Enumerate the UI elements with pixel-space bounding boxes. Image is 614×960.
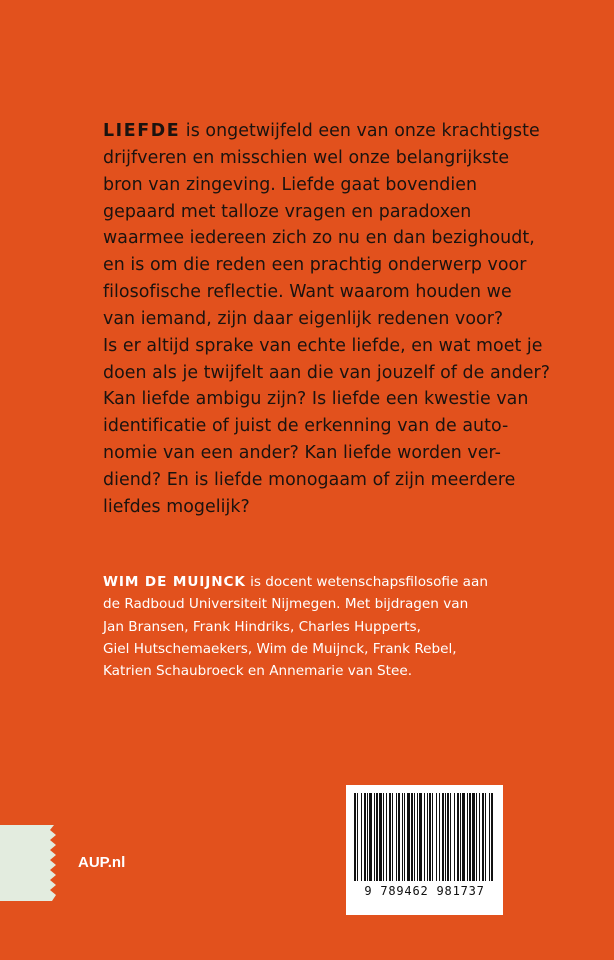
barcode-bar bbox=[454, 793, 455, 881]
barcode-bar bbox=[417, 793, 418, 881]
blurb-line: identificatie of juist de erkenning van de auto- bbox=[103, 416, 509, 437]
blurb-line: Kan liefde ambigu zijn? Is liefde een kwestie van bbox=[103, 389, 529, 410]
barcode-bar bbox=[485, 793, 486, 881]
barcode-bar bbox=[482, 793, 484, 881]
barcode-bar bbox=[445, 793, 446, 881]
barcode-bar bbox=[398, 793, 400, 881]
author-name: WIM DE MUIJNCK bbox=[103, 574, 246, 590]
barcode-bar bbox=[457, 793, 459, 881]
publisher-tab bbox=[0, 825, 66, 901]
isbn-number: 9 789462 981737 bbox=[364, 884, 485, 898]
barcode-bar bbox=[460, 793, 461, 881]
barcode-bar bbox=[376, 793, 378, 881]
barcode-bars bbox=[354, 793, 495, 881]
barcode-bar bbox=[354, 793, 356, 881]
barcode-bar bbox=[364, 793, 366, 881]
blurb-line: filosofische reflectie. Want waarom houden we bbox=[103, 282, 512, 303]
barcode-bar bbox=[442, 793, 444, 881]
barcode-bar bbox=[429, 793, 431, 881]
barcode-bar bbox=[450, 793, 451, 881]
barcode-bar bbox=[411, 793, 413, 881]
barcode-bar bbox=[447, 793, 449, 881]
blurb-line: nomie van een ander? Kan liefde worden ver- bbox=[103, 443, 501, 464]
blurb-line: waarmee iedereen zich zo nu en dan bezighoudt, bbox=[103, 228, 535, 249]
barcode-bar bbox=[439, 793, 440, 881]
barcode-bar bbox=[407, 793, 410, 881]
blurb-line: Is er altijd sprake van echte liefde, en wat moet je bbox=[103, 335, 543, 356]
lead-word: LIEFDE bbox=[103, 121, 181, 141]
barcode-bar bbox=[389, 793, 391, 881]
blurb-line: van iemand, zijn daar eigenlijk redenen voor? bbox=[103, 308, 504, 329]
barcode-bar bbox=[404, 793, 405, 881]
barcode-bar bbox=[402, 793, 403, 881]
barcode-bar bbox=[379, 793, 382, 881]
blurb-line: bron van zingeving. Liefde gaat bovendien bbox=[103, 174, 478, 195]
blurb-line: doen als je twijfelt aan die van jouzelf of de ander? bbox=[103, 362, 551, 383]
barcode-bar bbox=[369, 793, 372, 881]
blurb-text bbox=[103, 118, 614, 521]
barcode-bar bbox=[432, 793, 433, 881]
barcode-bar bbox=[469, 793, 471, 881]
blurb-line: diend? En is liefde monogaam of zijn meerdere bbox=[103, 469, 516, 490]
barcode-bar bbox=[392, 793, 393, 881]
barcode-bar bbox=[414, 793, 415, 881]
author-bio bbox=[103, 571, 614, 682]
bio-line: Katrien Schaubroeck en Annemarie van Stee. bbox=[103, 663, 413, 680]
blurb-line: en is om die reden een prachtig onderwerp voor bbox=[103, 255, 527, 276]
barcode-bar bbox=[419, 793, 422, 881]
publisher-website-link[interactable]: AUP.nl bbox=[78, 854, 126, 871]
barcode-bar bbox=[357, 793, 358, 881]
barcode-bar bbox=[367, 793, 368, 881]
barcode-bar bbox=[476, 793, 477, 881]
barcode-bar bbox=[479, 793, 480, 881]
barcode-bar bbox=[386, 793, 387, 881]
bio-line bbox=[103, 571, 614, 593]
blurb-line: drijfveren en misschien wel onze belangrijkste bbox=[103, 147, 510, 168]
barcode-bar bbox=[374, 793, 375, 881]
barcode-bar bbox=[424, 793, 425, 881]
barcode-bar bbox=[361, 793, 362, 881]
barcode-bar bbox=[462, 793, 465, 881]
bio-line: Jan Bransen, Frank Hindriks, Charles Hupperts, bbox=[103, 618, 421, 635]
blurb-line-text: is ongetwijfeld een van onze krachtigste bbox=[180, 121, 540, 141]
blurb-line: gepaard met talloze vragen en paradoxen bbox=[103, 201, 472, 222]
barcode-bar bbox=[491, 793, 493, 881]
isbn-barcode bbox=[346, 785, 503, 915]
barcode-bar bbox=[436, 793, 437, 881]
barcode-bar bbox=[427, 793, 428, 881]
blurb-line: liefdes mogelijk? bbox=[103, 496, 250, 517]
barcode-bar bbox=[396, 793, 397, 881]
blurb-line bbox=[103, 118, 614, 145]
bio-line: Giel Hutschemaekers, Wim de Muijnck, Frank Rebel, bbox=[103, 640, 457, 657]
barcode-bar bbox=[467, 793, 468, 881]
barcode-bar bbox=[383, 793, 384, 881]
barcode-bar bbox=[472, 793, 475, 881]
bio-line: de Radboud Universiteit Nijmegen. Met bijdragen van bbox=[103, 596, 469, 613]
bio-line-text: is docent wetenschapsfilosofie aan bbox=[245, 574, 488, 590]
barcode-bar bbox=[489, 793, 490, 881]
